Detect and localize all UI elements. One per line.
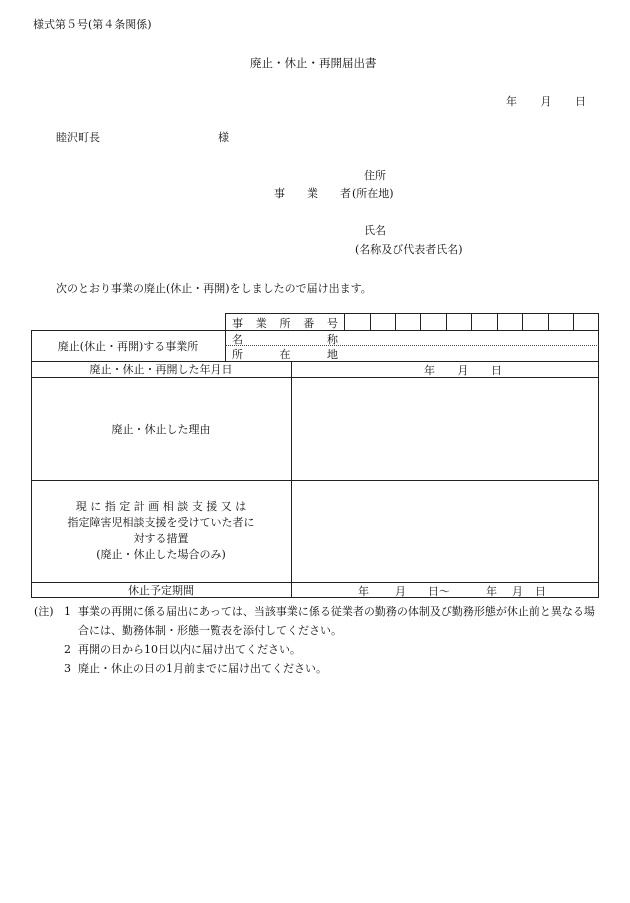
reason-label: 廃止・休止した理由	[111, 422, 211, 436]
office-location-field[interactable]	[345, 346, 597, 360]
intro-text: 次のとおり事業の廃止(休止・再開)をしましたので届け出ます。	[56, 282, 372, 295]
measures-field[interactable]	[293, 482, 597, 580]
note-item	[34, 602, 604, 640]
applicant-role-label: 事 業 者	[274, 187, 351, 200]
note-number: 1	[64, 605, 71, 618]
office-number-label: 事 業 所 番 号	[232, 317, 338, 330]
note-number: 3	[64, 662, 71, 675]
note-text: 事業の再開に係る届出にあっては、当該事業に係る従業者の勤務の体制及び勤務形態が休止前と異なる場合には、勤務体制・形態一覧表を添付してください。	[78, 605, 595, 637]
addressee-honorific: 様	[218, 131, 229, 144]
note-text: 再開の日から10日以内に届け出てください。	[78, 643, 301, 656]
date-year-label: 年	[506, 95, 517, 108]
notes-section	[34, 602, 604, 678]
date-row-value[interactable]: 年 月 日	[424, 364, 502, 377]
note-text: 廃止・休止の日の1月前までに届け出てください。	[78, 662, 327, 675]
office-name-field[interactable]	[345, 331, 597, 344]
period-label: 休止予定期間	[128, 584, 194, 597]
date-day-label: 日	[575, 95, 586, 108]
applicant-address-label: 住所	[364, 169, 386, 182]
addressee-name: 睦沢町長	[56, 131, 100, 144]
note-item	[34, 640, 604, 659]
date-line	[506, 93, 586, 109]
applicant-name-note: (名称及び代表者氏名)	[355, 243, 463, 256]
note-item	[34, 659, 604, 678]
date-month-label: 月	[540, 95, 552, 108]
note-number: 2	[64, 643, 71, 656]
office-label: 廃止(休止・再開)する事業所	[57, 339, 199, 353]
notes-mark: (注)	[34, 605, 54, 618]
page-title: 廃止・休止・再開届出書	[250, 56, 377, 70]
period-value[interactable]: 年 月 日～ 年 月 日	[358, 585, 546, 598]
reason-field[interactable]	[293, 379, 597, 478]
office-location-label: 所 在 地	[232, 348, 338, 361]
office-name-label: 名 称	[232, 333, 338, 346]
date-row-label: 廃止・休止・再開した年月日	[89, 363, 233, 376]
applicant-location-label: (所在地)	[352, 187, 394, 200]
form-number: 様式第５号(第４条関係)	[33, 18, 152, 31]
applicant-name-label: 氏名	[364, 224, 386, 237]
measures-label: 現 に 指 定 計 画 相 談 支 援 又 は 指定障害児相談支援を受けていた者に 対する措置 (廃止・休止した場合のみ)	[67, 500, 255, 561]
